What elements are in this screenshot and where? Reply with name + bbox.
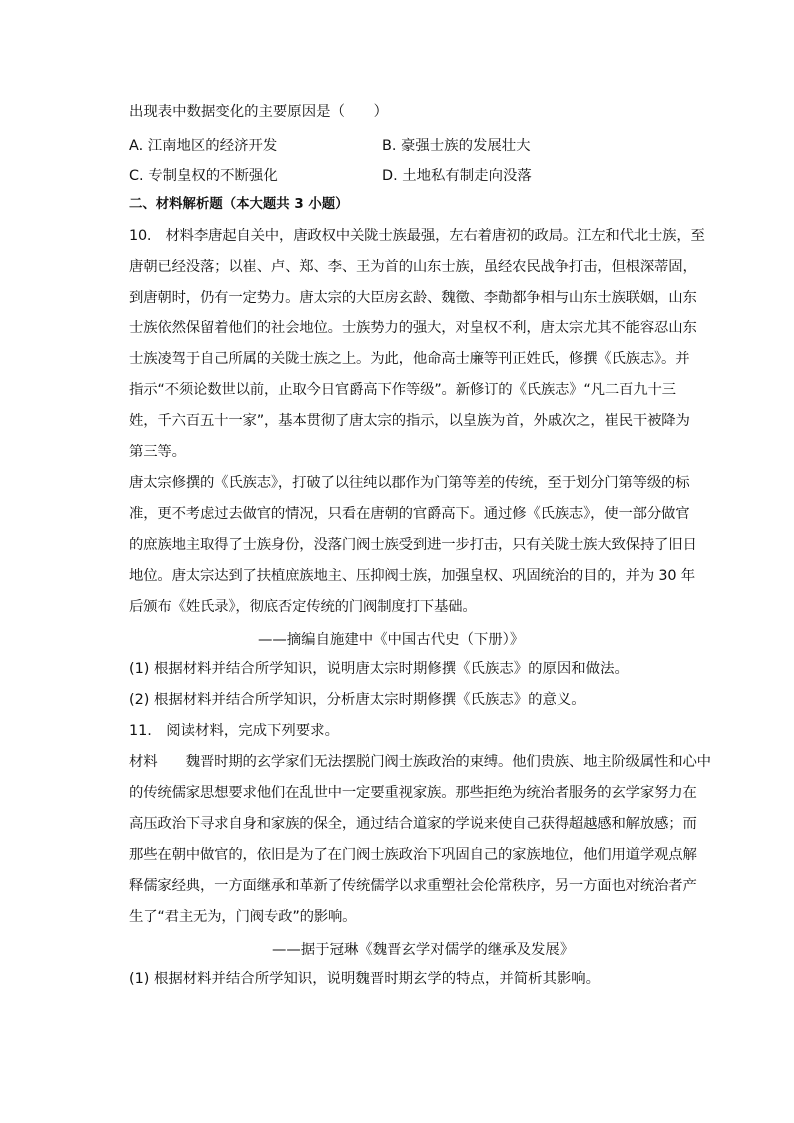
- q11-line: 生了“君主无为，门阀专政”的影响。: [129, 909, 357, 925]
- option-d: D. 土地私有制走向没落: [382, 168, 532, 184]
- q10-line: 第三等。: [129, 444, 186, 460]
- q11-line: 的传统儒家思想要求他们在乱世中一定要重视家族。那些拒绝为统治者服务的玄学家努力在: [129, 785, 697, 801]
- q11-intro: 11. 阅读材料，完成下列要求。: [129, 723, 339, 739]
- q11-subquestion-1: (1) 根据材料并结合所学知识，说明魏晋时期玄学的特点，并简析其影响。: [129, 971, 601, 987]
- q10-line: 准，更不考虑过去做官的情况，只看在唐朝的官爵高下。通过修《氏族志》，使一部分做官: [129, 506, 690, 522]
- q10-line: 唐太宗修撰的《氏族志》，打破了以往纯以郡作为门第等差的传统，至于划分门第等级的标: [129, 475, 690, 491]
- q10-line: 唐朝已经没落；以崔、卢、郑、李、王为首的山东士族，虽经农民战争打击，但根深蒂固，: [129, 259, 697, 275]
- q10-line: 后颁布《姓氏录》，彻底否定传统的门阀制度打下基础。: [129, 599, 477, 615]
- section-heading: 二、材料解析题（本大题共 3 小题）: [129, 197, 349, 212]
- q10-subquestion-2: (2) 根据材料并结合所学知识，分析唐太宗时期修撰《氏族志》的意义。: [129, 692, 586, 708]
- q10-line: 士族依然保留着他们的社会地位。士族势力的强大，对皇权不利，唐太宗尤其不能容忍山东: [129, 320, 697, 336]
- q10-line: 的庶族地主取得了士族身份，没落门阀士族受到进一步打击，只有关陇士族大致保持了旧日: [129, 537, 697, 553]
- q10-line: 指示“不须论数世以前，止取今日官爵高下作等级”。新修订的《氏族志》“凡二百九十三: [129, 382, 676, 398]
- q10-line: 10. 材料李唐起自关中，唐政权中关陇士族最强，左右着唐初的政局。江左和代北士族，至: [129, 228, 705, 244]
- option-b: B. 豪强士族的发展壮大: [382, 138, 531, 154]
- q10-line: 士族凌驾于自己所属的关陇士族之上。为此，他命高士廉等刊正姓氏，修撰《氏族志》。并: [129, 351, 690, 367]
- option-a: A. 江南地区的经济开发: [129, 138, 278, 154]
- q11-citation: ——据于冠琳《魏晋玄学对儒学的继承及发展》: [272, 942, 575, 958]
- q11-line: 高压政治下寻求自身和家族的保全，通过结合道家的学说来使自己获得超越感和解放感；而: [129, 816, 697, 832]
- q11-line: 材料 魏晋时期的玄学家们无法摆脱门阀士族政治的束缚。他们贵族、地主阶级属性和心中: [129, 754, 711, 770]
- q11-line: 那些在朝中做官的，依旧是为了在门阀士族政治下巩固自己的家族地位，他们用道学观点解: [129, 847, 697, 863]
- q10-citation: ——摘编自施建中《中国古代史（下册）》: [258, 632, 525, 648]
- q10-line: 地位。唐太宗达到了扶植庶族地主、压抑阀士族，加强皇权、巩固统治的目的，并为 30 年: [129, 568, 695, 584]
- question-stem: 出现表中数据变化的主要原因是（ ）: [129, 104, 389, 120]
- q11-line: 释儒家经典，一方面继承和革新了传统儒学以求重塑社会伦常秩序，另一方面也对统治者产: [129, 878, 697, 894]
- q10-subquestion-1: (1) 根据材料并结合所学知识，说明唐太宗时期修撰《氏族志》的原因和做法。: [129, 661, 629, 677]
- q10-line: 姓，千六百五十一家”，基本贯彻了唐太宗的指示，以皇族为首，外戚次之，崔民干被降为: [129, 413, 690, 429]
- option-c: C. 专制皇权的不断强化: [129, 168, 278, 184]
- q10-line: 到唐朝时，仍有一定势力。唐太宗的大臣房玄龄、魏徵、李勣都争相与山东士族联姻，山东: [129, 290, 697, 306]
